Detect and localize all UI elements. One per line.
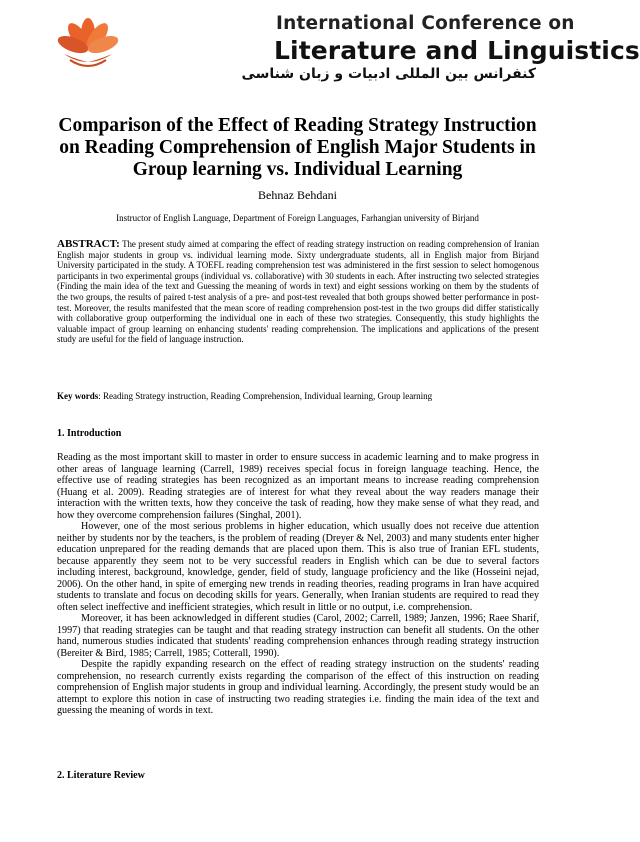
- paragraph: Despite the rapidly expanding research on the effect of reading strategy instruction on the students' reading comprehension, no research currently exists regarding the comparison of the effect of this instruction on reading comprehension of English major students in group and individual learning. Accordingly, the present study would be an attempt to explore this notion in case of instructing two reading strategies i.e. finding the main idea of the text and guessing the meaning of words in text.: [57, 659, 539, 716]
- section-heading-literature-review: 2. Literature Review: [57, 770, 145, 781]
- conference-logo-icon: [52, 8, 124, 78]
- keywords-label: Key words: [57, 391, 99, 401]
- abstract-label: ABSTRACT:: [57, 238, 120, 250]
- conference-title-line1: International Conference on: [276, 13, 575, 34]
- keywords: [57, 391, 539, 401]
- paper-title: Comparison of the Effect of Reading Strategy Instruction on Reading Comprehension of English Major Students in Group learning vs. Individual Learning: [58, 115, 537, 180]
- paragraph: However, one of the most serious problems in higher education, which usually does not receive due attention neither by students nor by the teachers, is the problem of reading (Dreyer & Nel, 2003) and many students enter higher education unprepared for the reading demands that are placed upon them. This is also true of Iranian EFL students, because apparently they seem not to be very successful readers in English which can be due to several factors including interest, background, knowledge, gender, field of study, language proficiency and the like (Hosseini nejad, 2006). On the other hand, in spite of emerging new trends in reading theories, reading programs in Iran have acquired students to translate and focus on decoding skills for years. Generally, when Iranian students are required to read they often select ineffective and inefficient strategies, which result in little or no output, i.e. comprehension.: [57, 521, 539, 613]
- section-heading-introduction: 1. Introduction: [57, 428, 122, 439]
- paragraph: Moreover, it has been acknowledged in different studies (Carol, 2002; Carrell, 1989; Janzen, 1996; Raee Sharif, 1997) that reading strategies can be taught and that reading strategy instruction can benefit all students. On the other hand, numerous studies indicated that students' reading comprehension enhances through reading strategy instruction (Bereiter & Bird, 1985; Carrell, 1985; Cotterall, 1990).: [57, 613, 539, 659]
- paragraph: Reading as the most important skill to master in order to ensure success in academic learning and to make progress in other areas of language learning (Carrell, 1989) receives special focus in foreign language teaching. Hence, the effective use of reading strategies has been recognized as an important means to increase reading comprehension (Huang et al. 2009). Reading strategies are of interest for what they reveal about the way readers manage their interaction with the written texts, how they conceive the task of reading, how they make sense of what they read, and how they overcome comprehension failures (Singhal, 2001).: [57, 452, 539, 521]
- author-name: Behnaz Behdani: [258, 188, 337, 202]
- introduction-body: [57, 452, 539, 717]
- abstract-text: The present study aimed at comparing the effect of reading strategy instruction on reading comprehension of Iranian English major students in group vs. individual learning mode. Sixty undergraduate students, all in English major from Birjand University participated in the study. A TOEFL reading comprehension test was administered in the first session to select homogenous participants in two experimental groups (individual vs. collaborative) with 30 students in each. After instructing two selected strategies (Finding the main idea of the text and Guessing the meaning of words in text) and eight sessions working on them by the students of the two groups, the results of paired t-test analysis of a pre- and post-test revealed that both groups showed better performance in post-test. Moreover, the results manifested that the mean score of reading comprehension post-test in the two groups did differ statistically with collaborative group outperforming the individual one in each of these two strategies. Consequently, this study highlights the valuable impact of group learning on enhancing students' reading comprehension. The implications and applications of the present study are useful for the field of language instruction.: [57, 239, 540, 345]
- conference-header: [0, 0, 640, 95]
- abstract: [57, 239, 539, 345]
- conference-title-line2: Literature and Linguistics: [274, 36, 640, 65]
- keywords-text: : Reading Strategy instruction, Reading Comprehension, Individual learning, Group learning: [98, 391, 433, 401]
- author-affiliation: Instructor of English Language, Department of Foreign Languages, Farhangian university of Birjand: [116, 213, 479, 223]
- conference-title-persian: کنفرانس بین المللی ادبیات و زبان شناسی: [241, 66, 536, 82]
